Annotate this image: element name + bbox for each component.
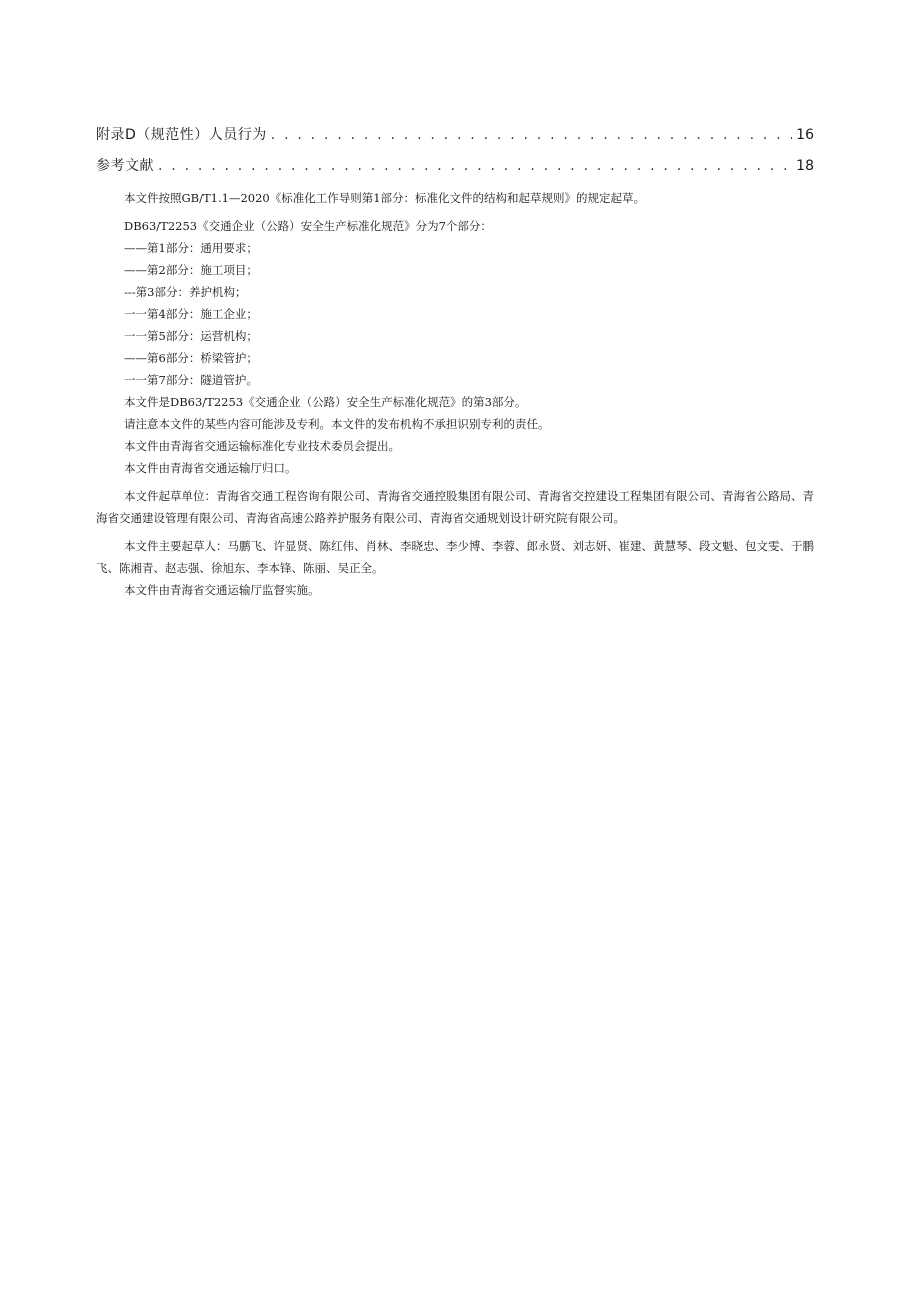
parts-intro-paragraph: DB63/T2253《交通企业（公路）安全生产标准化规范》分为7个部分： [124, 219, 492, 233]
foreword-section [96, 187, 824, 601]
toc-entry-page: 18 [796, 158, 814, 174]
list-item: ——第6部分：桥梁管护； [124, 351, 258, 365]
drafting-units-paragraph: 本文件起草单位：青海省交通工程咨询有限公司、青海省交通控股集团有限公司、青海省交控建设工程集团有限公司、青海省公路局、青海省交通建设管理有限公司、青海省高速公路养护服务有限公司、青海省交通规划设计研究院有限公司。 [96, 489, 814, 525]
patent-notice-paragraph: 请注意本文件的某些内容可能涉及专利。本文件的发布机构不承担识别专利的责任。 [124, 417, 550, 431]
part-statement-paragraph: 本文件是DB63/T2253《交通企业（公路）安全生产标准化规范》的第3部分。 [124, 395, 527, 409]
list-item: 一一第4部分：施工企业； [124, 307, 258, 321]
toc-dot-leader [158, 158, 792, 174]
centralized-by-paragraph: 本文件由青海省交通运输厅归口。 [124, 461, 297, 475]
toc-entry-appendix-d[interactable] [96, 124, 814, 155]
drafting-rule-paragraph: 本文件按照GB/T1.1—2020《标准化工作导则第1部分：标准化文件的结构和起草规则》的规定起草。 [124, 191, 646, 205]
drafters-paragraph: 本文件主要起草人：马鹏飞、许显贤、陈红伟、肖林、李晓忠、李少博、李蓉、郎永贤、刘志妍、崔建、黄慧琴、段文魁、包文雯、于鹏飞、陈湘青、赵志强、徐旭东、李本锋、陈丽、吴正全。 [96, 539, 814, 575]
list-item: 一一第5部分：运营机构； [124, 329, 258, 343]
list-item: ——第2部分：施工项目； [124, 263, 258, 277]
proposed-by-paragraph: 本文件由青海省交通运输标准化专业技术委员会提出。 [124, 439, 400, 453]
list-item: ---第3部分：养护机构； [124, 285, 247, 299]
toc-dot-leader [271, 127, 792, 143]
toc-entry-label: 参考文献 [96, 158, 154, 174]
toc-entry-page: 16 [796, 127, 814, 143]
table-of-contents [96, 124, 814, 186]
list-item: 一一第7部分：隧道管护。 [124, 373, 258, 387]
list-item: ——第1部分：通用要求； [124, 241, 258, 255]
parts-list [96, 237, 824, 391]
toc-entry-references[interactable] [96, 155, 814, 186]
supervised-by-paragraph: 本文件由青海省交通运输厅监督实施。 [124, 583, 320, 597]
toc-entry-label: 附录D（规范性）人员行为 [96, 127, 267, 143]
